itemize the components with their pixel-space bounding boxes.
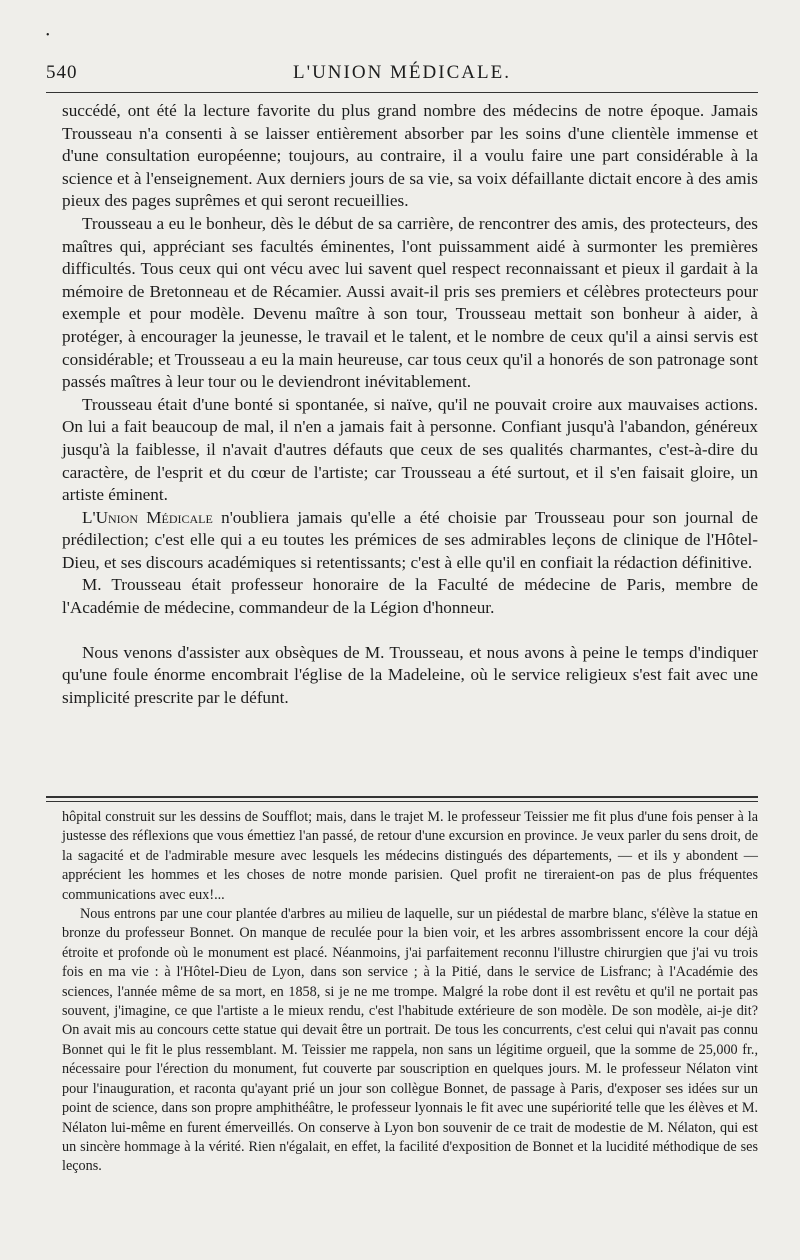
paragraph-3: Trousseau était d'une bonté si spontanée, si naïve, qu'il ne pouvait croire aux mauvaises actions. On lui a fait beaucoup de mal, il n'en a jamais fait à personne. Confiant jusqu'à l'abandon, généreux jusqu'à la faiblesse, il n'avait d'autres défauts que ceux de ses qualités charmantes, c'est-à-dire du caractère, de l'esprit et du cœur de l'artiste; car Trousseau a été surtout, et il s'en faisait gloire, un artiste éminent.: [62, 394, 758, 505]
ink-speck: •: [46, 30, 50, 41]
paragraph-4: [62, 507, 758, 575]
journal-name: L'Union Médicale: [82, 507, 213, 527]
feuilleton-rule-top: [46, 796, 758, 798]
feuilleton-paragraph-2: Nous entrons par une cour plantée d'arbres au milieu de laquelle, sur un piédestal de marbre blanc, s'élève la statue en bronze du professeur Bonnet. On manque de reculée pour la bien voir, et les arbres assombrissent encore la cour déjà étroite et profonde où le monument est placé. Néanmoins, j'ai parfaitement reconnu l'illustre chirurgien que j'ai vu trois fois en ma vie : à l'Hôtel-Dieu de Lyon, dans son service ; à la Pitié, dans le service de Lisfranc; à l'Académie des sciences, l'année même de sa mort, en 1858, si je ne me trompe. Malgré la robe dont il est revêtu et qu'il ne portait pas souvent, j'imagine, ce que l'artiste a le mieux rendu, c'est l'habitude extérieure de son modèle. De son modèle, ai-je dit? On avait mis au concours cette statue qui devait être un portrait. De tous les concurrents, c'est celui qui n'avait pas connu Bonnet qui le fit le plus ressemblant. M. Teissier me rappela, non sans un légitime orgueil, que la somme de 25,000 fr., nécessaire pour l'érection du monument, fut couverte par souscription en quelques jours. M. le professeur Nélaton vint pour l'inauguration, et raconta qu'ayant prié un jour son collègue Bonnet, de passage à Paris, d'exposer ses idées sur un point de science, dans son propre amphithéâtre, le professeur lyonnais le fit avec une supériorité telle que les élèves et M. Nélaton lui-même en furent émerveillés. On conserve à Lyon bon souvenir de ce trait de modestie de M. Nélaton, qui est un sincère hommage à la vérité. Rien n'égalait, en effet, la facilité d'exposition de Bonnet et la lucidité méthodique de ses leçons.: [62, 906, 758, 1175]
running-title: L'UNION MÉDICALE.: [293, 62, 511, 83]
paragraph-6: Nous venons d'assister aux obsèques de M. Trousseau, et nous avons à peine le temps d'indiquer qu'une foule énorme encombrait l'église de la Madeleine, où le service religieux s'est fait avec une simplicité prescrite par le défunt.: [62, 642, 758, 707]
feuilleton: [62, 808, 758, 1177]
paragraph-2: Trousseau a eu le bonheur, dès le début de sa carrière, de rencontrer des amis, des protecteurs, des maîtres qui, appréciant ses facultés éminentes, l'ont puissamment aidé à surmonter les premières difficultés. Tous ceux qui ont vécu avec lui savent quel respect reconnaissant et pieux il gardait à la mémoire de Bretonneau et de Récamier. Aussi avait-il pris ses premiers et célèbres protecteurs pour exemple et pour modèle. Devenu maître à son tour, Trousseau mettait son bonheur à aider, à protéger, à encourager la jeunesse, le travail et le talent, et le nombre de ceux qu'il a ainsi servis est considérable; et Trousseau a eu la main heureuse, car tous ceux qu'il a honorés de son patronage sont passés maîtres à leur tour ou le deviendront inévitablement.: [62, 213, 758, 392]
paragraph-4-text: n'oubliera jamais qu'elle a été choisie par Trousseau pour son journal de prédilection; c'est elle qui a eu toutes les prémices de ses admirables leçons de clinique de l'Hôtel-Dieu, et ses discours académiques si retentissants; c'est à elle qu'il en confiait la rédaction définitive.: [62, 507, 759, 572]
feuilleton-rule-bottom: [46, 801, 758, 802]
header-rule: [46, 92, 758, 93]
page-header: [46, 60, 758, 90]
main-article: [62, 100, 758, 709]
page-number: 540: [46, 62, 78, 83]
paragraph-gap: [62, 620, 758, 642]
paragraph-5: M. Trousseau était professeur honoraire de la Faculté de médecine de Paris, membre de l'Académie de médecine, commandeur de la Légion d'honneur.: [62, 575, 758, 618]
feuilleton-paragraph-1: hôpital construit sur les dessins de Soufflot; mais, dans le trajet M. le professeur Teissier me fit plus d'une fois penser à la justesse des réflexions que vous émettiez l'an passé, de retour d'une excursion en province. Je veux parler du sens droit, de la sagacité et de l'admirable mesure avec lesquels les médecins distingués des départements, — et ils y abondent — apprécient les hommes et les choses de notre monde parisien. Quel profit ne tireraient-on pas de plus fréquentes communications avec eux!...: [62, 809, 758, 903]
paragraph-1: succédé, ont été la lecture favorite du plus grand nombre des médecins de notre époque. Jamais Trousseau n'a consenti à se laisser entièrement absorber par les soins d'une clientèle immense et d'une consultation européenne; toujours, au contraire, il a voulu faire une part considérable à la science et à l'enseignement. Aux derniers jours de sa vie, sa voix défaillante dictait encore à des amis pieux des pages suprêmes et qui seront recueillies.: [62, 101, 758, 211]
